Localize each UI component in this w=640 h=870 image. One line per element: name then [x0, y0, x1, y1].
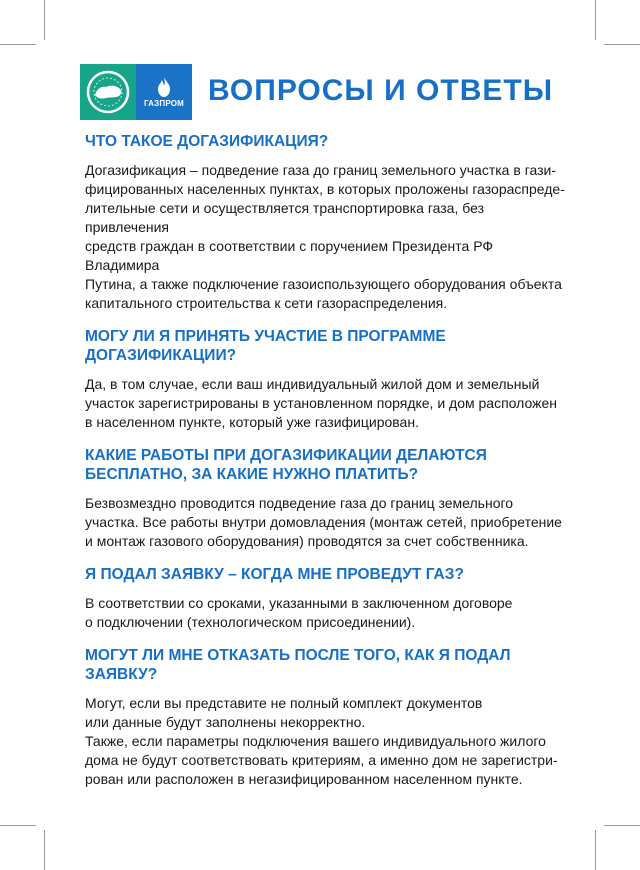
crop-mark — [44, 830, 45, 870]
gas-distribution-logo — [80, 64, 136, 120]
answer-text — [85, 375, 565, 432]
answer-text — [85, 494, 565, 551]
page-header — [80, 64, 600, 124]
answer-line: Безвозмездно проводится подведение газа до границ земельного — [85, 495, 514, 511]
answer-line: в населенном пункте, который уже газифицирован. — [85, 414, 419, 430]
crop-mark — [44, 0, 45, 40]
qa-item — [85, 132, 565, 313]
question-heading: Я ПОДАЛ ЗАЯВКУ – КОГДА МНЕ ПРОВЕДУТ ГАЗ? — [85, 566, 464, 583]
crop-mark — [604, 825, 640, 826]
page-title: ВОПРОСЫ И ОТВЕТЫ — [208, 74, 554, 107]
gazprom-logo — [136, 64, 192, 120]
answer-line: о подключении (технологическом присоединении). — [85, 614, 416, 630]
answer-line: участка. Все работы внутри домовладения (монтаж сетей, приобретение — [85, 514, 562, 530]
answer-line: Путина, а также подключение газоиспользующего оборудования объекта — [85, 276, 562, 292]
crop-mark — [0, 825, 36, 826]
answer-line: Догазификация – подведение газа до границ земельного участка в гази- — [85, 162, 557, 178]
russia-map-emblem-icon — [84, 68, 132, 116]
answer-line: дома не будут соответствовать критериям, а именно дом не зарегистри- — [85, 752, 558, 768]
answer-line: и монтаж газового оборудования) проводятся за счет собственника. — [85, 533, 529, 549]
qa-item — [85, 565, 565, 632]
answer-line: рован или расположен в негазифицированном населенном пункте. — [85, 771, 523, 787]
answer-line: лительные сети и осуществляется транспортировка газа, без привлечения — [85, 200, 484, 235]
qa-item — [85, 327, 565, 432]
answer-line: Могут, если вы представите не полный комплект документов — [85, 695, 483, 711]
crop-mark — [0, 44, 36, 45]
answer-line: средств граждан в соответствии с поручением Президента РФ Владимира — [85, 238, 494, 273]
gas-flame-icon — [154, 76, 174, 98]
answer-line: фицированных населенных пунктах, в которых проложены газораспреде- — [85, 181, 565, 197]
gazprom-logo-text: ГАЗПРОМ — [143, 99, 185, 108]
answer-line: участок зарегистрированы в установленном порядке, и дом расположен — [85, 395, 557, 411]
crop-mark — [604, 44, 640, 45]
crop-mark — [595, 830, 596, 870]
question-heading: МОГУ ЛИ Я ПРИНЯТЬ УЧАСТИЕ В ПРОГРАММЕ ДОГАЗИФИКАЦИИ? — [85, 328, 446, 364]
question-heading: КАКИЕ РАБОТЫ ПРИ ДОГАЗИФИКАЦИИ ДЕЛАЮТСЯ БЕСПЛАТНО, ЗА КАКИЕ НУЖНО ПЛАТИТЬ? — [85, 447, 487, 483]
answer-line: Также, если параметры подключения вашего индивидуального жилого — [85, 733, 546, 749]
qa-list — [85, 132, 565, 803]
answer-line: Да, в том случае, если ваш индивидуальный жилой дом и земельный — [85, 376, 540, 392]
answer-line: В соответствии со сроками, указанными в заключенном договоре — [85, 595, 513, 611]
answer-line: или данные будут заполнены некорректно. — [85, 714, 366, 730]
qa-item — [85, 446, 565, 551]
answer-line: капитального строительства к сети газораспределения. — [85, 295, 448, 311]
question-heading: ЧТО ТАКОЕ ДОГАЗИФИКАЦИЯ? — [85, 133, 329, 150]
answer-text — [85, 161, 565, 313]
crop-mark — [595, 0, 596, 40]
qa-item — [85, 646, 565, 789]
answer-text — [85, 694, 565, 789]
answer-text — [85, 594, 565, 632]
question-heading: МОГУТ ЛИ МНЕ ОТКАЗАТЬ ПОСЛЕ ТОГО, КАК Я ПОДАЛ ЗАЯВКУ? — [85, 647, 511, 683]
